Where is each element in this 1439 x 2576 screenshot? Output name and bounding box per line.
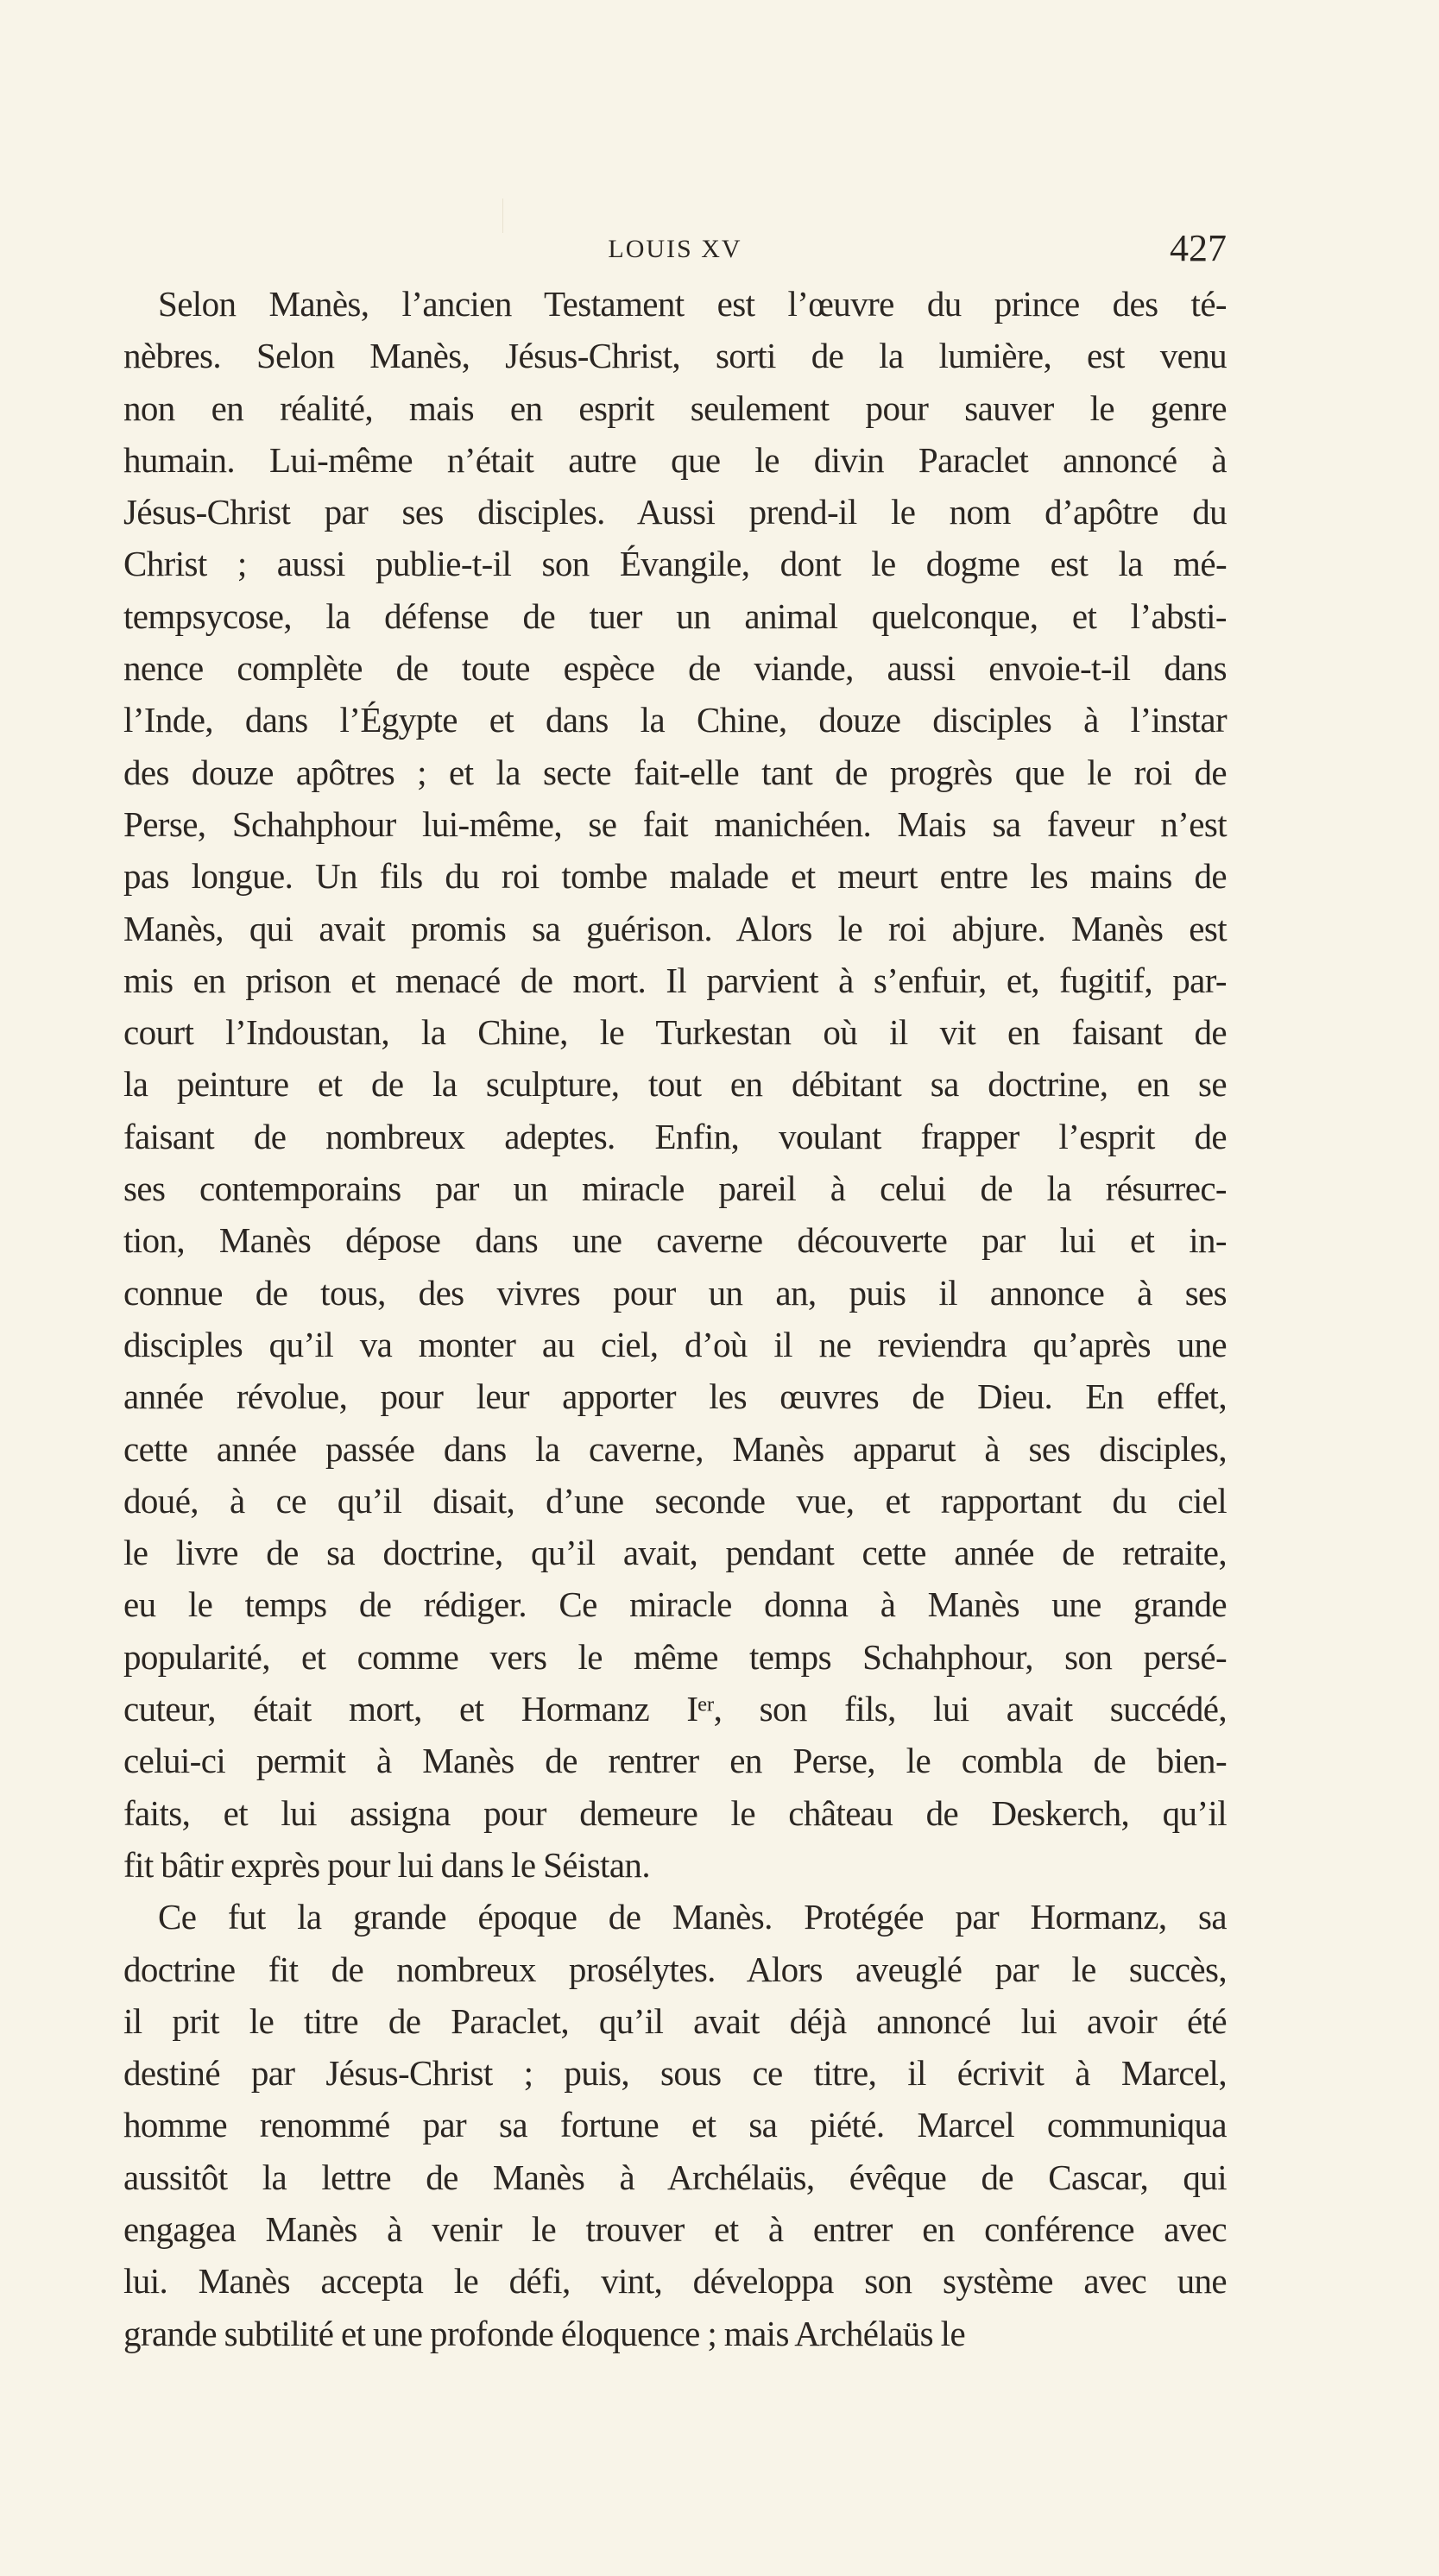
text-line: il prit le titre de Paraclet, qu’il avait déjà annoncé lui avoir été [123,2000,1227,2041]
text-line: nèbres. Selon Manès, Jésus-Christ, sorti de la lumière, est venu [123,336,1227,376]
text-line: mis en prison et menacé de mort. Il parvient à s’enfuir, et, fugitif, par- [123,960,1227,1000]
text-line: humain. Lui-même n’était autre que le divin Paraclet annoncé à [123,439,1227,480]
text-line: le livre de sa doctrine, qu’il avait, pendant cette année de retraite, [123,1533,1227,1573]
text-line: connue de tous, des vivres pour un an, puis il annonce à ses [123,1272,1227,1313]
text-line: des douze apôtres ; et la secte fait-elle tant de progrès que le roi de [123,752,1227,792]
text-line: doctrine fit de nombreux prosélytes. Alors aveuglé par le succès, [123,1949,1227,1989]
page-header [123,226,1227,269]
text-line: tion, Manès dépose dans une caverne découverte par lui et in- [123,1220,1227,1261]
text-line: la peinture et de la sculpture, tout en débitant sa doctrine, en se [123,1064,1227,1105]
text-line: cette année passée dans la caverne, Manès apparut à ses disciples, [123,1428,1227,1469]
text-line: Christ ; aussi publie-t-il son Évangile, dont le dogme est la mé- [123,544,1227,584]
text-line: l’Inde, dans l’Égypte et dans la Chine, douze disciples à l’instar [123,700,1227,740]
text-line: année révolue, pour leur apporter les œuvres de Dieu. En effet, [123,1376,1227,1417]
text-line: destiné par Jésus-Christ ; puis, sous ce titre, il écrivit à Marcel, [123,2053,1227,2094]
text-line: engagea Manès à venir le trouver et à entrer en conférence avec [123,2208,1227,2249]
text-line: eu le temps de rédiger. Ce miracle donna à Manès une grande [123,1584,1227,1625]
text-line: disciples qu’il va monter au ciel, d’où il ne reviendra qu’après une [123,1324,1227,1364]
text-line: nence complète de toute espèce de viande, aussi envoie-t-il dans [123,648,1227,689]
page-number: 427 [1170,227,1227,269]
text-line: faits, et lui assigna pour demeure le château de Deskerch, qu’il [123,1792,1227,1833]
text-line: doué, à ce qu’il disait, d’une seconde vue, et rapportant du ciel [123,1480,1227,1521]
text-line: cuteur, était mort, et Hormanz Iᵉʳ, son fils, lui avait succédé, [123,1689,1227,1729]
text-line: ses contemporains par un miracle pareil à celui de la résurrec- [123,1168,1227,1209]
paragraph-1 [123,278,1227,1891]
text-line: pas longue. Un fils du roi tombe malade et meurt entre les mains de [123,856,1227,897]
text-line: aussitôt la lettre de Manès à Archélaüs, évêque de Cascar, qui [123,2157,1227,2197]
text-line: Perse, Schahphour lui-même, se fait manichéen. Mais sa faveur n’est [123,803,1227,844]
text-line: non en réalité, mais en esprit seulement pour sauver le genre [123,387,1227,428]
page-body [123,278,1227,2359]
text-line: grande subtilité et une profonde éloquence ; mais Archélaüs le [123,2313,966,2353]
text-line: faisant de nombreux adeptes. Enfin, voulant frapper l’esprit de [123,1116,1227,1156]
text-line: fit bâtir exprès pour lui dans le Séistan. [123,1844,650,1885]
text-line: celui-ci permit à Manès de rentrer en Perse, le combla de bien- [123,1741,1227,1781]
text-line: Manès, qui avait promis sa guérison. Alors le roi abjure. Manès est [123,908,1227,948]
paragraph-2 [123,1891,1227,2359]
text-line: tempsycose, la défense de tuer un animal quelconque, et l’absti- [123,595,1227,636]
text-line: court l’Indoustan, la Chine, le Turkestan où il vit en faisant de [123,1012,1227,1053]
text-line: Ce fut la grande époque de Manès. Protégée par Hormanz, sa [158,1897,1227,1937]
text-line: popularité, et comme vers le même temps Schahphour, son persé- [123,1636,1227,1677]
running-title: LOUIS XV [608,235,742,263]
text-line: Selon Manès, l’ancien Testament est l’œuvre du prince des té- [158,284,1227,324]
text-line: lui. Manès accepta le défi, vint, développa son système avec une [123,2261,1227,2302]
text-line: homme renommé par sa fortune et sa piété. Marcel communiqua [123,2105,1227,2145]
text-line: Jésus-Christ par ses disciples. Aussi prend-il le nom d’apôtre du [123,492,1227,532]
